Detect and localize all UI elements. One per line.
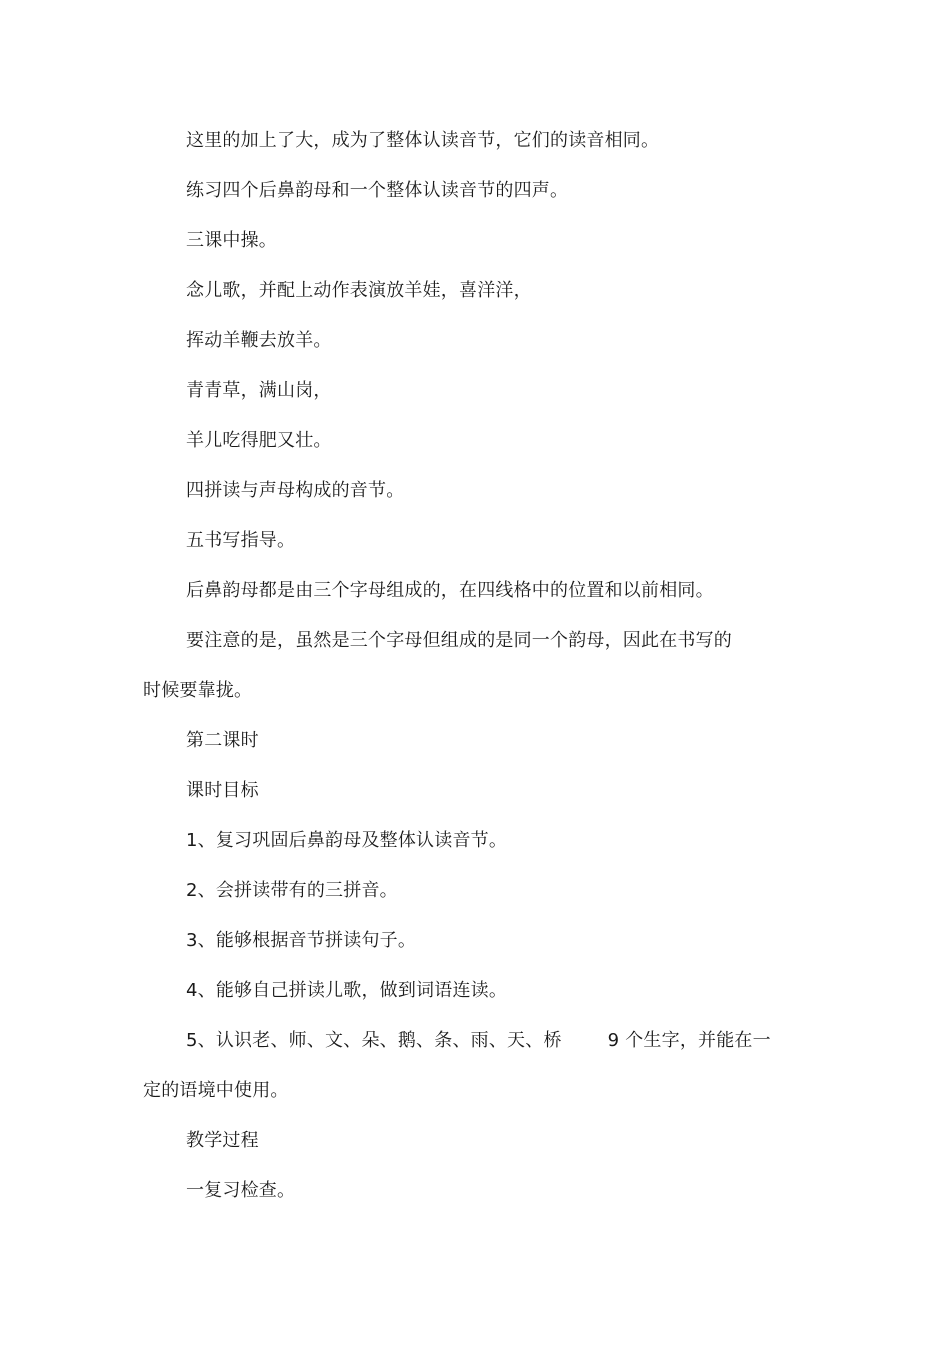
paragraph-line: 定的语境中使用。	[143, 1080, 289, 1101]
paragraph-line: 四拼读与声母构成的音节。	[186, 480, 405, 501]
list-item-part: 5、认识老、师、文、朵、鹅、条、雨、天、桥	[186, 1030, 562, 1051]
paragraph-line: 羊儿吃得肥又壮。	[186, 430, 332, 451]
list-item: 1、复习巩固后鼻韵母及整体认读音节。	[186, 830, 508, 851]
paragraph-line: 要注意的是，虽然是三个字母但组成的是同一个韵母，因此在书写的	[186, 630, 732, 651]
paragraph-line: 挥动羊鞭去放羊。	[186, 330, 332, 351]
list-item-part: 9 个生字，并能在一	[607, 1030, 771, 1051]
paragraph-line: 练习四个后鼻韵母和一个整体认读音节的四声。	[186, 180, 569, 201]
list-item: 2、会拼读带有的三拼音。	[186, 880, 398, 901]
section-heading: 课时目标	[186, 780, 259, 801]
list-item: 3、能够根据音节拼读句子。	[186, 930, 417, 951]
paragraph-line: 五书写指导。	[186, 530, 296, 551]
paragraph-line: 后鼻韵母都是由三个字母组成的，在四线格中的位置和以前相同。	[186, 580, 714, 601]
section-heading: 教学过程	[186, 1130, 259, 1151]
paragraph-line: 三课中操。	[186, 230, 277, 251]
paragraph-line: 一复习检查。	[186, 1180, 296, 1201]
paragraph-line: 这里的加上了大，成为了整体认读音节，它们的读音相同。	[186, 130, 660, 151]
section-heading: 第二课时	[186, 730, 259, 751]
paragraph-line: 青青草，满山岗，	[186, 380, 332, 401]
paragraph-line: 时候要靠拢。	[143, 680, 253, 701]
paragraph-line: 念儿歌，并配上动作表演放羊娃，喜洋洋，	[186, 280, 532, 301]
list-item: 4、能够自己拼读儿歌，做到词语连读。	[186, 980, 508, 1001]
list-item	[186, 1029, 771, 1053]
